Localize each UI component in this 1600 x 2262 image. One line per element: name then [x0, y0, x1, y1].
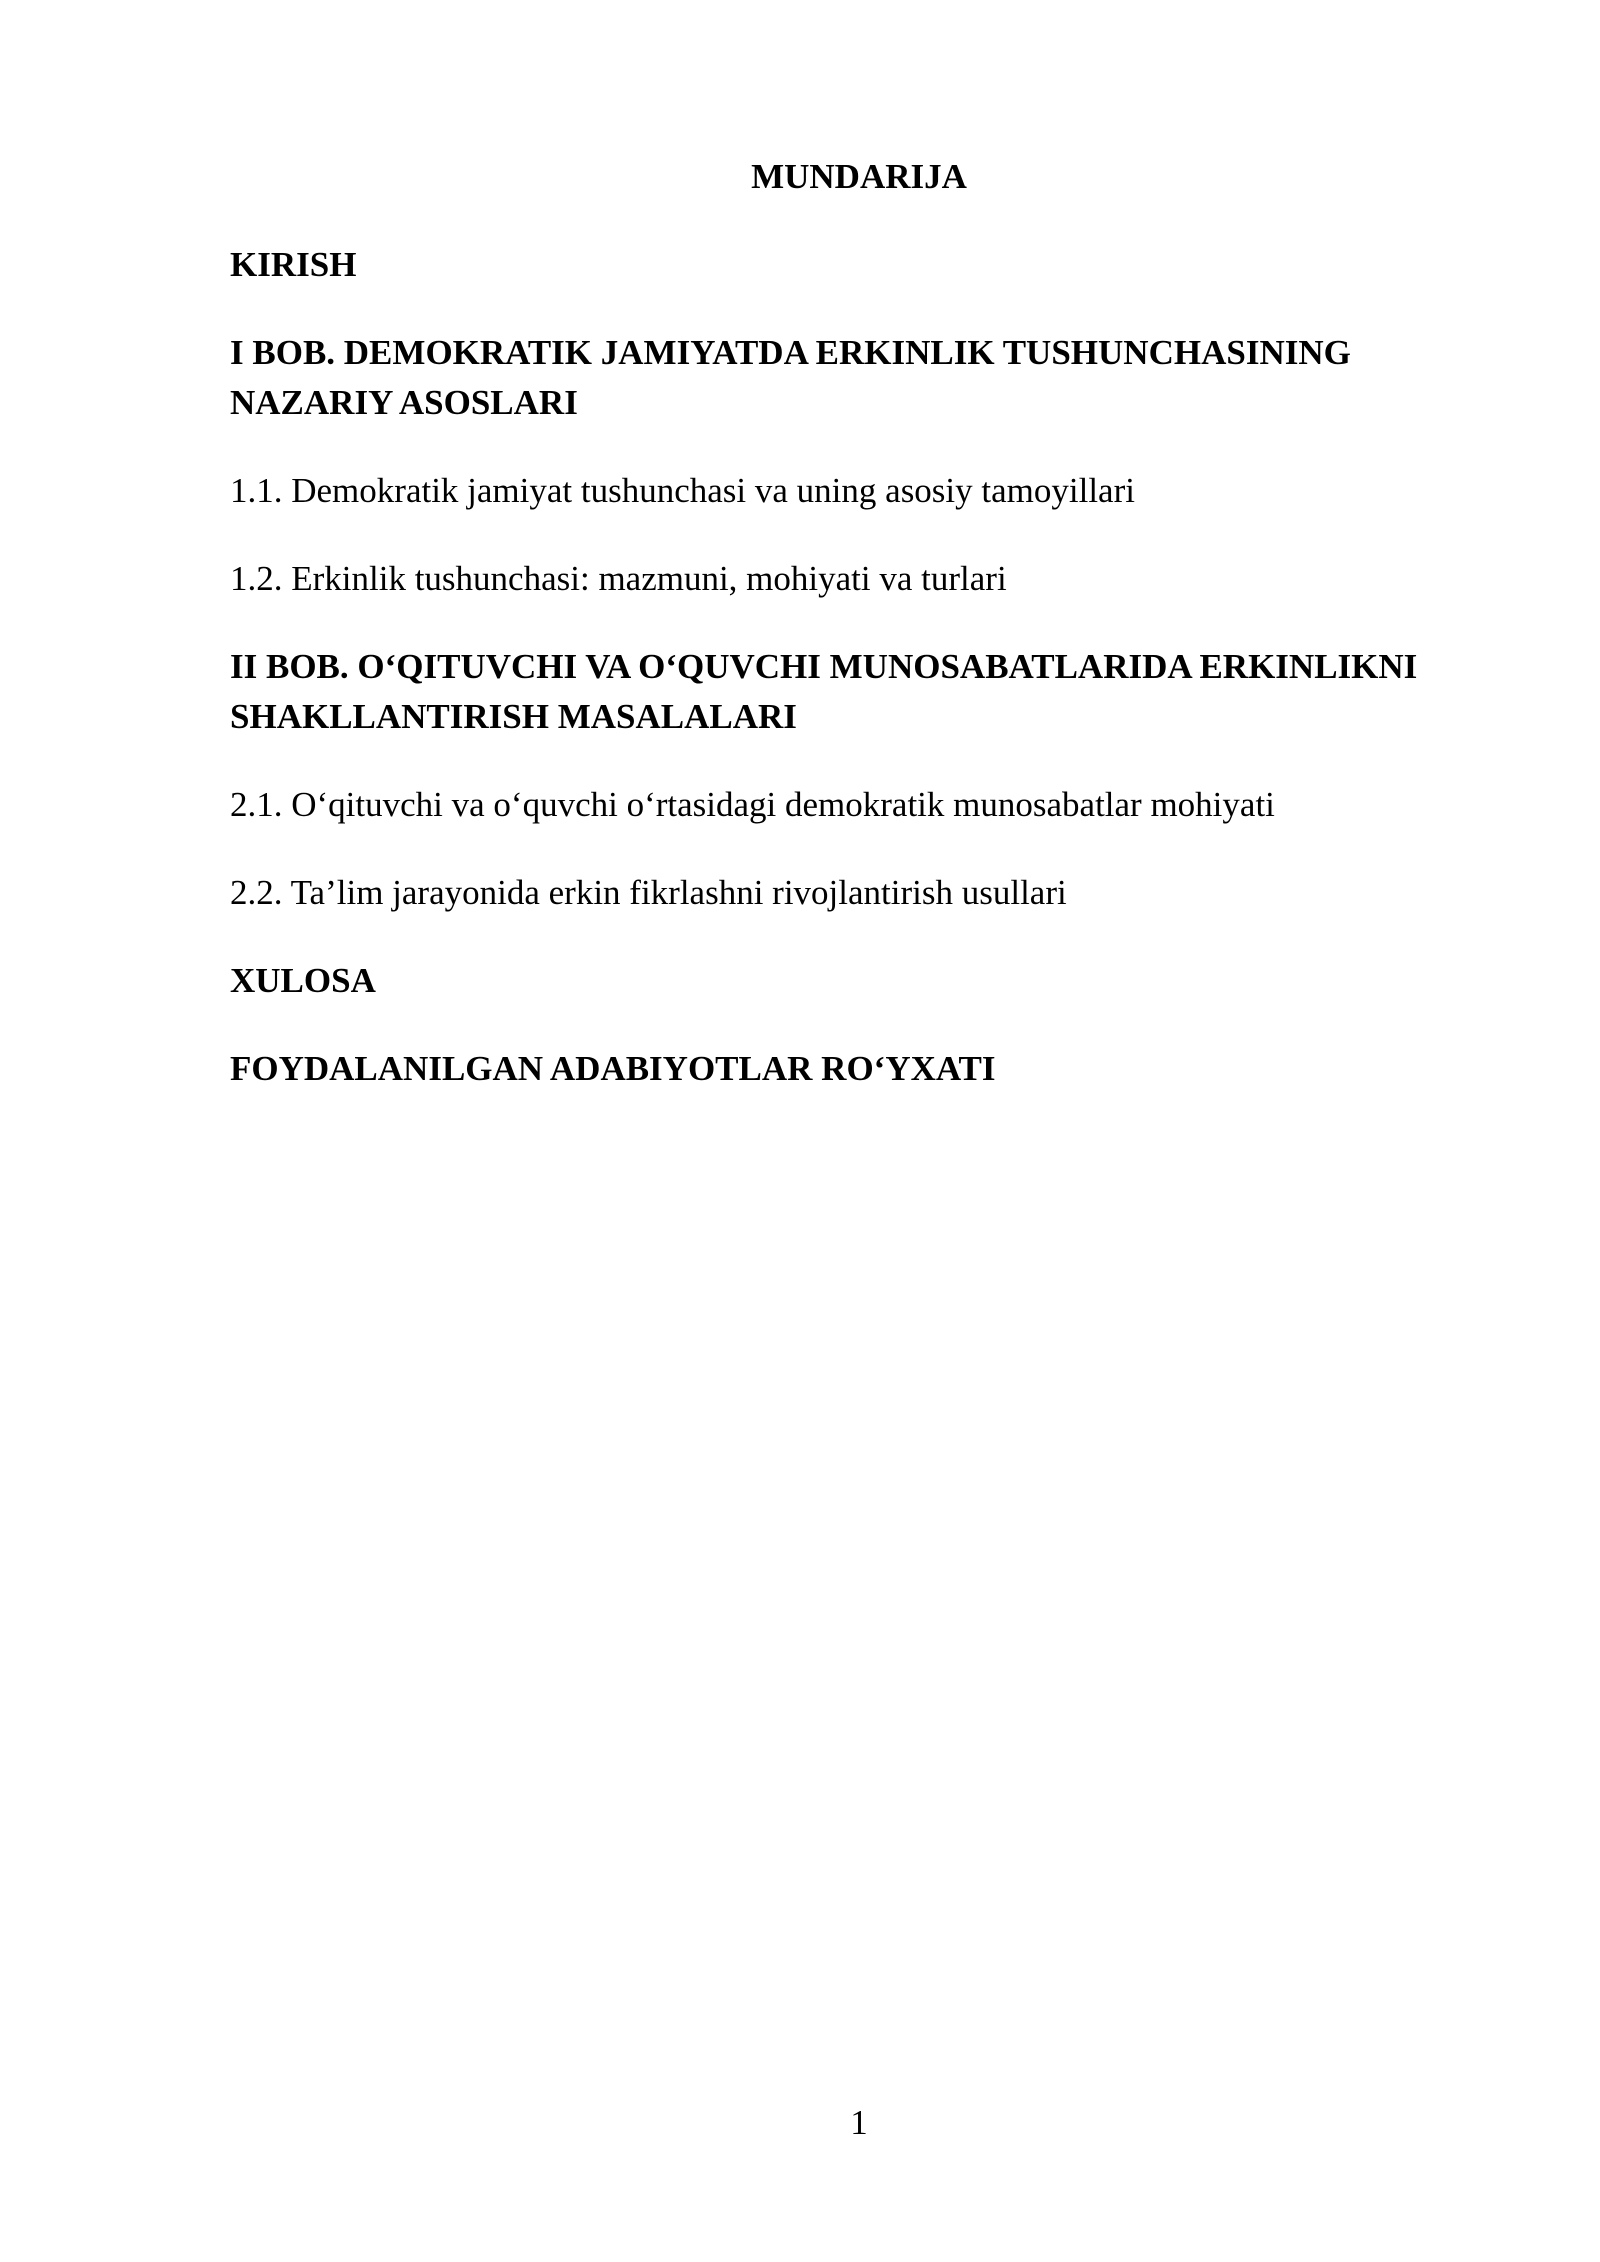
toc-entry-section-1-1: 1.1. Demokratik jamiyat tushunchasi va uning asosiy tamoyillari	[230, 471, 1135, 510]
page-title: MUNDARIJA	[751, 157, 967, 196]
toc-entry-section-1-2: 1.2. Erkinlik tushunchasi: mazmuni, mohiyati va turlari	[230, 559, 1007, 598]
table-of-contents	[230, 240, 1470, 1132]
toc-entry-section-2-2: 2.2. Ta’lim jarayonida erkin fikrlashni rivojlantirish usullari	[230, 873, 1067, 912]
toc-entry-section-2-1: 2.1. O‘qituvchi va o‘quvchi o‘rtasidagi demokratik munosabatlar mohiyati	[230, 785, 1275, 824]
toc-entry-chapter-2: II BOB. O‘QITUVCHI VA O‘QUVCHI MUNOSABATLARIDA ERKINLIKNI SHAKLLANTIRISH MASALALARI	[230, 647, 1418, 736]
toc-entry-conclusion: XULOSA	[230, 961, 376, 1000]
toc-entry-references: FOYDALANILGAN ADABIYOTLAR RO‘YXATI	[230, 1049, 996, 1088]
page-number: 1	[850, 2103, 868, 2142]
toc-entry-introduction: KIRISH	[230, 245, 357, 284]
toc-entry-chapter-1: I BOB. DEMOKRATIK JAMIYATDA ERKINLIK TUSHUNCHASINING NAZARIY ASOSLARI	[230, 333, 1351, 422]
